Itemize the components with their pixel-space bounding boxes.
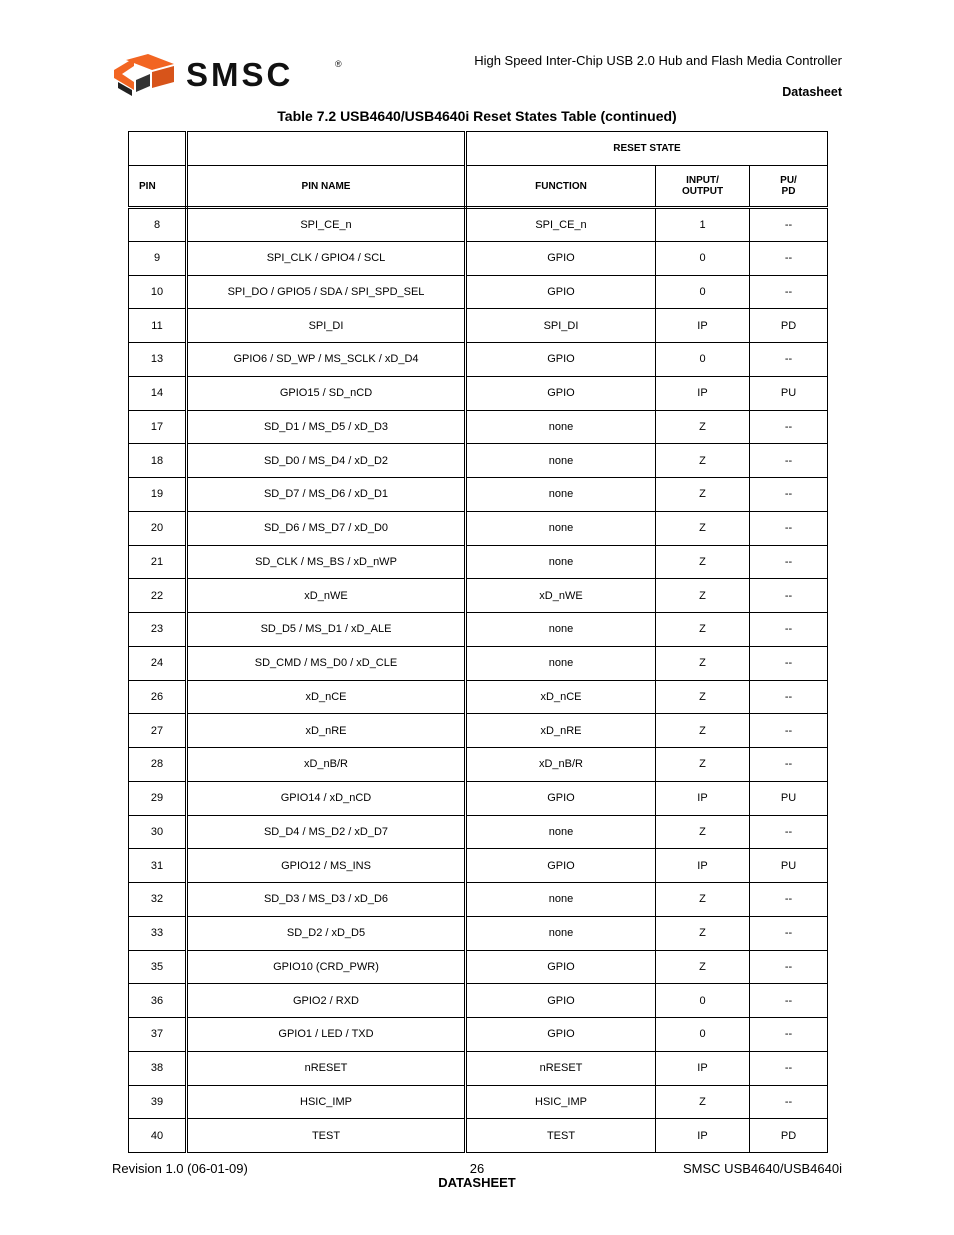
cell-pu-pd: PU: [750, 781, 828, 815]
cell-pu-pd: --: [750, 1018, 828, 1052]
cell-function: none: [466, 815, 656, 849]
document-type: Datasheet: [782, 85, 842, 99]
cell-input-output: Z: [656, 579, 750, 613]
cell-pu-pd: --: [750, 950, 828, 984]
col-header-pupd-line1: PU/: [780, 175, 797, 186]
cell-input-output: 0: [656, 275, 750, 309]
footer-revision: Revision 1.0 (06-01-09): [112, 1161, 248, 1176]
col-header-io-line1: INPUT/: [686, 175, 719, 186]
smsc-logo: [112, 52, 347, 96]
cell-pin-name: xD_nB/R: [187, 748, 466, 782]
cell-input-output: Z: [656, 950, 750, 984]
cell-pin-name: SD_CLK / MS_BS / xD_nWP: [187, 545, 466, 579]
cell-input-output: IP: [656, 781, 750, 815]
table-row: [129, 444, 828, 478]
cell-input-output: IP: [656, 309, 750, 343]
cell-pin: 40: [129, 1119, 187, 1153]
cell-pu-pd: PU: [750, 849, 828, 883]
cell-pin: 28: [129, 748, 187, 782]
cell-pu-pd: --: [750, 748, 828, 782]
cell-pin-name: SPI_CE_n: [187, 208, 466, 242]
cell-input-output: Z: [656, 680, 750, 714]
table-row: [129, 916, 828, 950]
cell-pin-name: xD_nWE: [187, 579, 466, 613]
cell-pu-pd: --: [750, 916, 828, 950]
table-row: [129, 714, 828, 748]
cell-input-output: Z: [656, 748, 750, 782]
cell-pin-name: HSIC_IMP: [187, 1085, 466, 1119]
col-header-pu-pd: [750, 166, 828, 208]
cell-pin: 9: [129, 241, 187, 275]
table-row: [129, 545, 828, 579]
cell-input-output: 1: [656, 208, 750, 242]
cell-function: HSIC_IMP: [466, 1085, 656, 1119]
cell-pin: 19: [129, 478, 187, 512]
cell-function: GPIO: [466, 241, 656, 275]
table-caption: Table 7.2 USB4640/USB4640i Reset States Table (continued): [277, 108, 677, 124]
cell-pin-name: GPIO15 / SD_nCD: [187, 376, 466, 410]
cell-function: SPI_DI: [466, 309, 656, 343]
col-header-function: FUNCTION: [466, 166, 656, 208]
cell-pin-name: SD_D5 / MS_D1 / xD_ALE: [187, 613, 466, 647]
cell-pin: 26: [129, 680, 187, 714]
cell-function: none: [466, 444, 656, 478]
cell-function: TEST: [466, 1119, 656, 1153]
cell-function: nRESET: [466, 1051, 656, 1085]
cell-pu-pd: --: [750, 984, 828, 1018]
cell-pu-pd: --: [750, 410, 828, 444]
cell-pin: 30: [129, 815, 187, 849]
cell-pin: 10: [129, 275, 187, 309]
cell-pin-name: SD_D4 / MS_D2 / xD_D7: [187, 815, 466, 849]
cell-input-output: 0: [656, 241, 750, 275]
reset-states-table: [128, 131, 828, 1153]
cell-pin-name: SPI_DO / GPIO5 / SDA / SPI_SPD_SEL: [187, 275, 466, 309]
table-row: [129, 748, 828, 782]
cell-function: GPIO: [466, 781, 656, 815]
cell-pin-name: xD_nCE: [187, 680, 466, 714]
cell-pin: 36: [129, 984, 187, 1018]
cell-pin: 11: [129, 309, 187, 343]
cell-pu-pd: --: [750, 579, 828, 613]
cell-function: none: [466, 478, 656, 512]
cell-pin-name: SPI_DI: [187, 309, 466, 343]
cell-pin-name: GPIO12 / MS_INS: [187, 849, 466, 883]
cell-pin-name: SD_D2 / xD_D5: [187, 916, 466, 950]
cell-input-output: Z: [656, 444, 750, 478]
cell-pin: 31: [129, 849, 187, 883]
cell-pu-pd: --: [750, 646, 828, 680]
cell-pin-name: TEST: [187, 1119, 466, 1153]
cell-function: GPIO: [466, 343, 656, 377]
cell-function: GPIO: [466, 275, 656, 309]
cell-input-output: Z: [656, 511, 750, 545]
cell-pu-pd: --: [750, 275, 828, 309]
cell-input-output: Z: [656, 410, 750, 444]
cell-pu-pd: PD: [750, 309, 828, 343]
cell-pin: 17: [129, 410, 187, 444]
cell-pu-pd: --: [750, 883, 828, 917]
cell-function: xD_nRE: [466, 714, 656, 748]
cell-input-output: IP: [656, 376, 750, 410]
cell-function: xD_nB/R: [466, 748, 656, 782]
table-row: [129, 646, 828, 680]
cell-input-output: Z: [656, 1085, 750, 1119]
cell-function: none: [466, 545, 656, 579]
logo-mark-left: [114, 58, 134, 90]
cell-pin-name: GPIO14 / xD_nCD: [187, 781, 466, 815]
cell-pin: 39: [129, 1085, 187, 1119]
cell-pin: 14: [129, 376, 187, 410]
reset-state-header: RESET STATE: [466, 132, 828, 166]
footer-page-number: 26: [469, 1161, 485, 1176]
table-row: [129, 1085, 828, 1119]
cell-pu-pd: --: [750, 1051, 828, 1085]
cell-function: GPIO: [466, 1018, 656, 1052]
table-row: [129, 781, 828, 815]
column-header-row: [129, 166, 828, 208]
cell-function: GPIO: [466, 984, 656, 1018]
table-row: [129, 613, 828, 647]
cell-pin-name: SD_D3 / MS_D3 / xD_D6: [187, 883, 466, 917]
registered-mark: ®: [335, 59, 342, 69]
cell-input-output: Z: [656, 815, 750, 849]
cell-pu-pd: --: [750, 714, 828, 748]
table-body: [129, 208, 828, 1153]
cell-function: none: [466, 916, 656, 950]
col-header-pin-name: PIN NAME: [187, 166, 466, 208]
cell-function: xD_nCE: [466, 680, 656, 714]
cell-input-output: IP: [656, 1119, 750, 1153]
cell-function: none: [466, 883, 656, 917]
cell-pu-pd: --: [750, 478, 828, 512]
cell-pin-name: xD_nRE: [187, 714, 466, 748]
document-title: High Speed Inter-Chip USB 2.0 Hub and Flash Media Controller: [474, 53, 842, 68]
group-header-name-blank: [187, 132, 466, 166]
cell-input-output: Z: [656, 714, 750, 748]
logo-wordmark: SMSC: [186, 56, 294, 93]
cell-pin: 18: [129, 444, 187, 478]
cell-pu-pd: --: [750, 241, 828, 275]
cell-pu-pd: --: [750, 545, 828, 579]
cell-input-output: Z: [656, 916, 750, 950]
cell-pin: 13: [129, 343, 187, 377]
cell-pu-pd: --: [750, 511, 828, 545]
cell-pin: 35: [129, 950, 187, 984]
cell-pin: 37: [129, 1018, 187, 1052]
cell-pin: 24: [129, 646, 187, 680]
cell-pu-pd: --: [750, 343, 828, 377]
col-header-io-line2: OUTPUT: [681, 186, 724, 197]
cell-input-output: Z: [656, 883, 750, 917]
table-row: [129, 241, 828, 275]
cell-function: GPIO: [466, 950, 656, 984]
table-row: [129, 208, 828, 242]
cell-input-output: Z: [656, 613, 750, 647]
cell-pu-pd: --: [750, 815, 828, 849]
cell-function: GPIO: [466, 849, 656, 883]
cell-pin: 21: [129, 545, 187, 579]
col-header-pin: PIN: [129, 166, 187, 208]
table-row: [129, 815, 828, 849]
table-row: [129, 1119, 828, 1153]
cell-pin-name: SD_D1 / MS_D5 / xD_D3: [187, 410, 466, 444]
cell-function: SPI_CE_n: [466, 208, 656, 242]
cell-input-output: Z: [656, 478, 750, 512]
group-header-row: [129, 132, 828, 166]
cell-pin-name: SD_CMD / MS_D0 / xD_CLE: [187, 646, 466, 680]
cell-pin: 22: [129, 579, 187, 613]
table-row: [129, 511, 828, 545]
table-row: [129, 950, 828, 984]
cell-input-output: 0: [656, 1018, 750, 1052]
cell-pu-pd: --: [750, 680, 828, 714]
table-row: [129, 410, 828, 444]
footer-product: SMSC USB4640/USB4640i: [683, 1161, 842, 1176]
cell-pin-name: SD_D0 / MS_D4 / xD_D2: [187, 444, 466, 478]
table-row: [129, 579, 828, 613]
col-header-pupd-line2: PD: [781, 186, 796, 197]
cell-pin: 27: [129, 714, 187, 748]
table-row: [129, 275, 828, 309]
cell-pu-pd: --: [750, 444, 828, 478]
cell-function: none: [466, 511, 656, 545]
cell-input-output: 0: [656, 984, 750, 1018]
table-row: [129, 343, 828, 377]
col-header-input-output: [656, 166, 750, 208]
cell-input-output: IP: [656, 849, 750, 883]
table-row: [129, 984, 828, 1018]
table-row: [129, 1051, 828, 1085]
table-row: [129, 849, 828, 883]
logo-mark-right: [152, 66, 174, 88]
group-header-pin-blank: [129, 132, 187, 166]
table-row: [129, 309, 828, 343]
logo-mark-top: [126, 54, 174, 70]
table-row: [129, 1018, 828, 1052]
cell-pin: 20: [129, 511, 187, 545]
footer-datasheet-label: DATASHEET: [438, 1175, 516, 1190]
reset-states-table-wrapper: [128, 131, 828, 1153]
table-row: [129, 478, 828, 512]
cell-pin-name: GPIO10 (CRD_PWR): [187, 950, 466, 984]
cell-input-output: IP: [656, 1051, 750, 1085]
cell-pin: 38: [129, 1051, 187, 1085]
cell-pin: 23: [129, 613, 187, 647]
cell-pu-pd: --: [750, 208, 828, 242]
logo-mark-shadow2: [136, 74, 150, 92]
cell-pu-pd: PD: [750, 1119, 828, 1153]
cell-pin: 32: [129, 883, 187, 917]
cell-pin-name: SD_D6 / MS_D7 / xD_D0: [187, 511, 466, 545]
cell-input-output: 0: [656, 343, 750, 377]
cell-pin-name: GPIO2 / RXD: [187, 984, 466, 1018]
cell-pin-name: SPI_CLK / GPIO4 / SCL: [187, 241, 466, 275]
cell-pin: 29: [129, 781, 187, 815]
table-row: [129, 883, 828, 917]
cell-pu-pd: PU: [750, 376, 828, 410]
cell-function: none: [466, 410, 656, 444]
cell-pin-name: GPIO6 / SD_WP / MS_SCLK / xD_D4: [187, 343, 466, 377]
cell-pin: 8: [129, 208, 187, 242]
table-row: [129, 376, 828, 410]
cell-input-output: Z: [656, 646, 750, 680]
cell-function: xD_nWE: [466, 579, 656, 613]
cell-pin-name: SD_D7 / MS_D6 / xD_D1: [187, 478, 466, 512]
cell-function: none: [466, 613, 656, 647]
table-row: [129, 680, 828, 714]
cell-function: GPIO: [466, 376, 656, 410]
cell-pu-pd: --: [750, 613, 828, 647]
cell-pin-name: nRESET: [187, 1051, 466, 1085]
cell-function: none: [466, 646, 656, 680]
cell-pin: 33: [129, 916, 187, 950]
cell-pin-name: GPIO1 / LED / TXD: [187, 1018, 466, 1052]
cell-pu-pd: --: [750, 1085, 828, 1119]
cell-input-output: Z: [656, 545, 750, 579]
